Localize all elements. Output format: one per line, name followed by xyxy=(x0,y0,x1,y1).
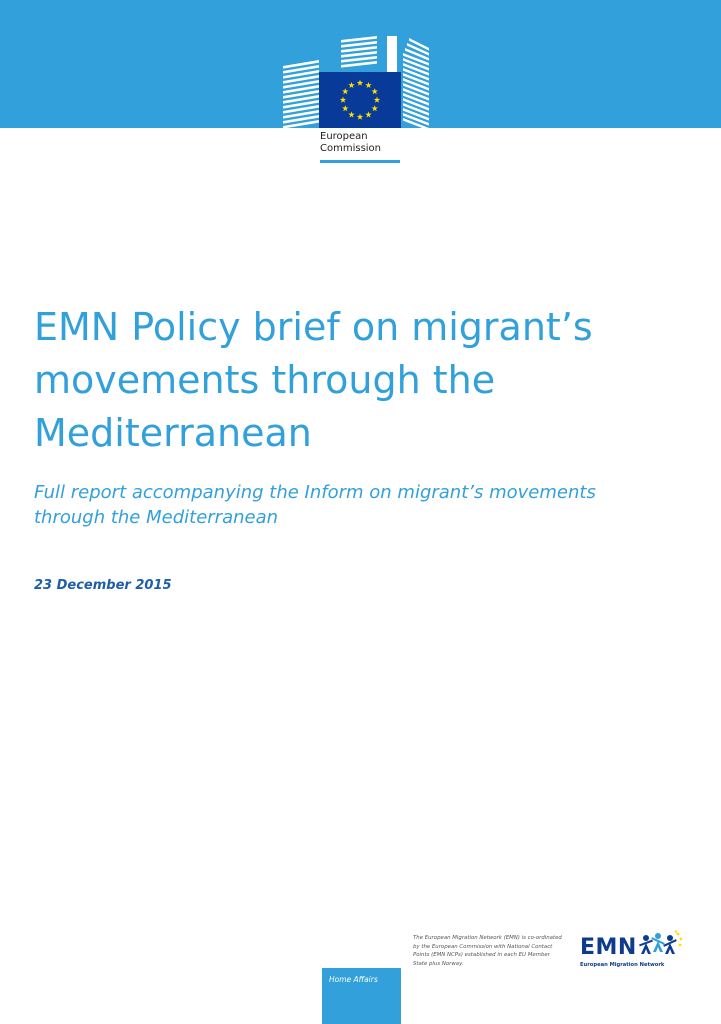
home-affairs-tab xyxy=(322,968,401,1024)
document-title xyxy=(34,301,684,460)
emn-description-line-3: Points (EMN NCPs) established in each EU Member xyxy=(413,952,550,959)
eu-star-icon xyxy=(374,97,380,103)
publication-date: 23 December 2015 xyxy=(34,578,172,593)
emn-description-line-1: The European Migration Network (EMN) is co-ordinated xyxy=(413,935,562,941)
eu-star-icon xyxy=(371,88,377,94)
eu-star-icon xyxy=(348,82,354,88)
emn-logo xyxy=(576,930,688,978)
emn-people-figures-icon xyxy=(638,930,684,964)
eu-star-icon xyxy=(357,80,363,86)
title-line-3: Mediterranean xyxy=(34,411,312,455)
european-commission-logo xyxy=(279,34,429,166)
title-line-1: EMN Policy brief on migrant’s xyxy=(34,305,593,349)
org-name-line-1: European xyxy=(320,131,368,142)
eu-flag-icon xyxy=(319,72,401,128)
eu-star-icon xyxy=(348,111,354,117)
subtitle-line-1: Full report accompanying the Inform on migrant’s movements xyxy=(34,482,596,503)
eu-star-icon xyxy=(342,105,348,111)
eu-stars xyxy=(319,72,401,128)
subtitle-line-2: through the Mediterranean xyxy=(34,507,279,528)
emn-description-line-4: State plus Norway. xyxy=(413,960,464,967)
emn-description-line-2: by the European Commission with National Contact xyxy=(413,943,553,950)
eu-star-icon xyxy=(342,88,348,94)
eu-star-icon xyxy=(357,114,363,120)
org-name-line-2: Commission xyxy=(320,143,382,154)
title-line-2: movements through the xyxy=(34,358,496,402)
home-affairs-label: Home Affairs xyxy=(329,975,378,984)
logo-underline xyxy=(320,160,400,163)
eu-star-icon xyxy=(340,97,346,103)
emn-description xyxy=(413,934,573,968)
emn-wordmark: EMN xyxy=(580,935,637,960)
document-subtitle xyxy=(34,480,684,530)
eu-star-icon xyxy=(365,111,371,117)
eu-star-icon xyxy=(371,105,377,111)
eu-star-icon xyxy=(365,82,371,88)
european-commission-wordmark xyxy=(320,131,430,155)
emn-tagline: European Migration Network xyxy=(580,962,665,968)
